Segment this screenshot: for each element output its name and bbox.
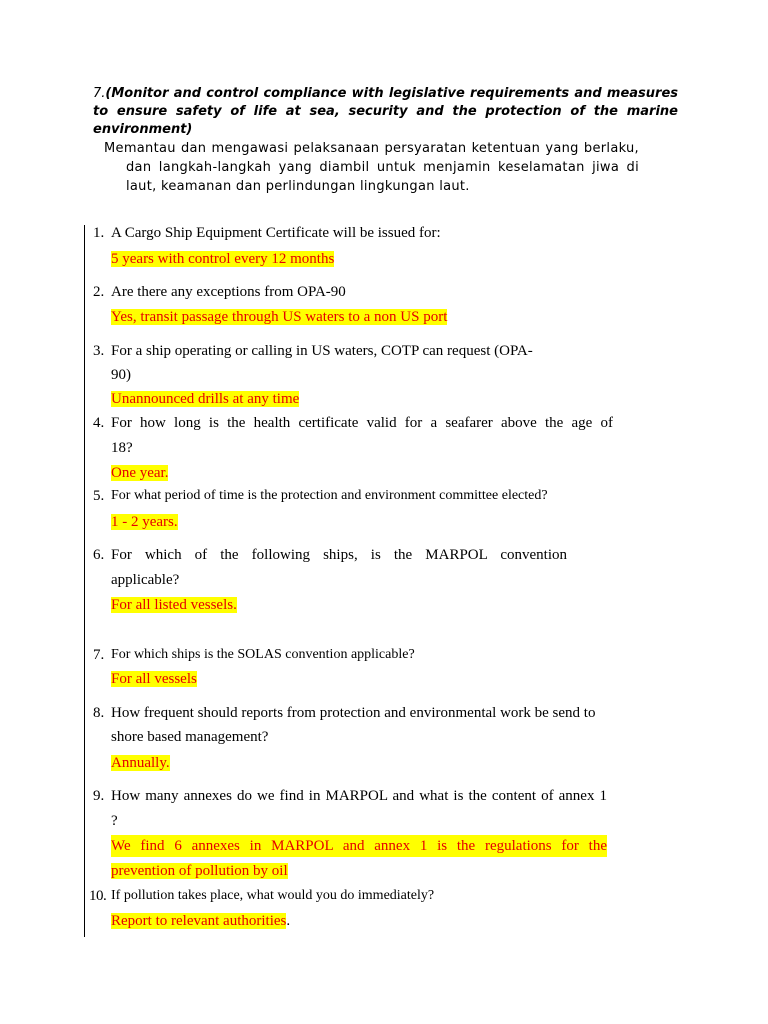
answer-highlight: Report to relevant authorities — [111, 913, 287, 929]
question-number: 2. — [93, 284, 105, 300]
question-text: For how long is the health certificate valid for a seafarer above the age of — [111, 415, 613, 431]
question-number: 4. — [93, 415, 105, 431]
question-number: 1. — [93, 225, 105, 241]
answer-text — [111, 594, 237, 616]
answer-period: . — [286, 913, 291, 929]
answer-text: We find 6 annexes in MARPOL and annex 1 is the regulations for the — [111, 835, 607, 857]
answer-text — [111, 511, 178, 533]
answer-highlight: prevention of pollution by oil — [111, 863, 288, 879]
question-text: For which ships is the SOLAS convention applicable? — [111, 647, 415, 662]
answer-text — [111, 462, 168, 484]
answer-text-cont — [111, 860, 288, 882]
answer-text — [111, 306, 447, 328]
section-title: (Monitor and control compliance with legislative requirements and measures to ensure safety of life at sea, security and the protection of the marine environment) — [93, 86, 678, 137]
question-text-cont: ? — [111, 813, 118, 829]
question-number: 9. — [93, 788, 105, 804]
question-text-cont: applicable? — [111, 572, 180, 588]
question-text-cont: 18? — [111, 440, 133, 456]
indonesian-translation: Memantau dan mengawasi pelaksanaan persyaratan ketentuan yang berlaku, dan langkah-langkah yang diambil untuk menjamin keselamatan jiwa di laut, keamanan dan perlindungan lingkungan laut. — [104, 141, 639, 194]
question-text: Are there any exceptions from OPA-90 — [111, 284, 346, 300]
answer-text — [111, 248, 334, 270]
question-text: For which of the following ships, is the MARPOL convention — [111, 547, 567, 563]
answer-text — [111, 388, 299, 410]
answer-highlight: One year. — [111, 465, 169, 481]
question-text: How frequent should reports from protection and environmental work be send to — [111, 705, 596, 721]
answer-text — [111, 752, 170, 774]
answer-text — [111, 910, 290, 932]
answer-highlight: Yes, transit passage through US waters to a non US port — [111, 309, 448, 325]
answer-highlight: For all listed vessels. — [111, 597, 237, 613]
question-text: For a ship operating or calling in US waters, COTP can request (OPA- — [111, 343, 533, 359]
answer-highlight: 5 years with control every 12 months — [111, 251, 335, 267]
answer-highlight: For all vessels — [111, 671, 197, 687]
question-number: 8. — [93, 705, 105, 721]
left-margin-rule — [84, 225, 85, 937]
question-text: How many annexes do we find in MARPOL and what is the content of annex 1 — [111, 788, 607, 804]
section-number: 7. — [93, 86, 106, 101]
question-text: For what period of time is the protection and environment committee elected? — [111, 488, 548, 503]
question-number: 6. — [93, 547, 105, 563]
answer-highlight: Unannounced drills at any time — [111, 391, 300, 407]
question-number: 10. — [89, 888, 107, 904]
section-heading — [93, 85, 678, 139]
question-text-cont: 90) — [111, 367, 131, 383]
answer-highlight: Annually. — [111, 755, 170, 771]
answer-highlight: 1 - 2 years. — [111, 514, 178, 530]
question-text: A Cargo Ship Equipment Certificate will be issued for: — [111, 225, 441, 241]
question-number: 7. — [93, 647, 105, 663]
question-number: 5. — [93, 488, 105, 504]
answer-text — [111, 668, 197, 690]
question-number: 3. — [93, 343, 105, 359]
question-text: If pollution takes place, what would you do immediately? — [111, 888, 435, 903]
question-text-cont: shore based management? — [111, 729, 269, 745]
